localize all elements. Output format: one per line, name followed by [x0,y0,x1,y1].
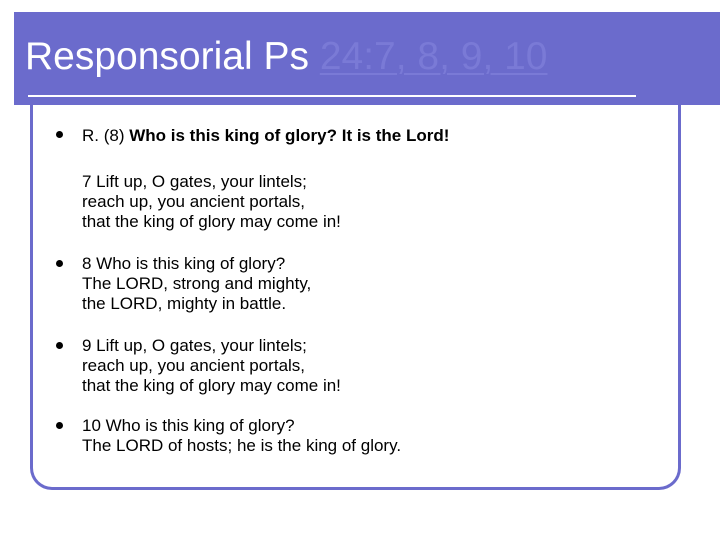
response-label: R. (8) [82,126,130,145]
bullet-icon [56,422,63,429]
bullet-icon [56,342,63,349]
verse-line: 7 Lift up, O gates, your lintels; [82,172,307,191]
verse-line: the LORD, mighty in battle. [82,294,287,313]
verse-line: reach up, you ancient portals, [82,192,306,211]
title-prefix: Responsorial Ps [25,35,320,78]
response-text: Who is this king of glory? It is the Lord! [129,126,450,145]
verse-7 [82,172,341,232]
verse-line: that the king of glory may come in! [82,212,341,231]
verse-line: reach up, you ancient portals, [82,356,306,375]
verse-10 [82,416,401,456]
verse-line: The LORD of hosts; he is the king of glory. [82,436,402,455]
verse-line: 8 Who is this king of glory? [82,254,286,273]
psalm-reference-link[interactable]: 24:7, 8, 9, 10 [319,35,548,78]
bullet-icon [56,260,63,267]
verse-line: 9 Lift up, O gates, your lintels; [82,336,307,355]
response-line [82,126,449,146]
verse-line: The LORD, strong and mighty, [82,274,312,293]
bullet-icon [56,131,63,138]
verse-8 [82,254,311,314]
verse-9 [82,336,341,396]
verse-line: 10 Who is this king of glory? [82,416,295,435]
verse-line: that the king of glory may come in! [82,376,341,395]
